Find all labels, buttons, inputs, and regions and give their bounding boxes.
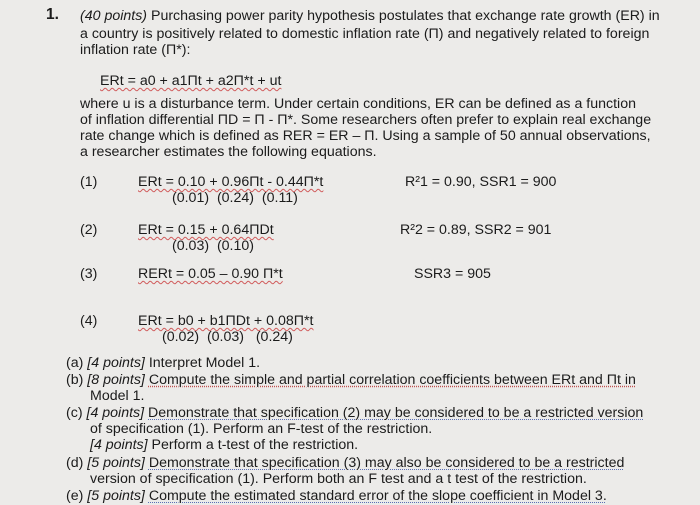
equation-3-text: RERt = 0.05 – 0.90 Π*t: [138, 266, 283, 282]
part-d: [66, 455, 624, 471]
model-equation-text: ERt = a0 + a1Πt + a2Π*t + ut: [100, 73, 282, 89]
description-line-1: where u is a disturbance term. Under certain conditions, ER can be defined as a function: [80, 96, 636, 112]
intro-text-1: Purchasing power parity hypothesis postulates that exchange rate growth (ER) in: [150, 8, 660, 24]
part-b-label: (b): [66, 372, 84, 388]
equation-4-text: ERt = b0 + b1ΠDt + 0.08Π*t: [138, 313, 314, 329]
part-d-label: (d): [66, 455, 84, 471]
part-c2-text: Perform a t-test of the restriction.: [151, 437, 359, 453]
part-a: [66, 355, 260, 371]
part-c: [66, 405, 643, 421]
equation-1-text: ERt = 0.10 + 0.96Πt - 0.44Π*t: [138, 174, 324, 190]
intro-text-3: inflation rate (Π*):: [80, 42, 191, 58]
part-b-continuation: Model 1.: [90, 388, 145, 404]
part-b: [66, 372, 636, 388]
question-number: 1.: [46, 6, 59, 23]
part-c-label: (c): [66, 405, 83, 421]
equation-1-stats: R²1 = 0.90, SSR1 = 900: [405, 174, 557, 190]
equation-1: [138, 174, 323, 190]
part-d-points: [5 points]: [87, 455, 145, 471]
equation-4: [138, 313, 313, 329]
part-e: [66, 488, 607, 504]
intro-continuation: [80, 26, 649, 58]
model-equation: [100, 73, 281, 89]
cutoff-text-fragment: [60, 499, 110, 505]
part-c-points: [4 points]: [86, 405, 145, 421]
part-e-label: (e): [66, 488, 84, 504]
equation-4-label: (4): [80, 313, 98, 329]
part-d-continuation: version of specification (1). Perform both an F test and a t test of the restriction.: [90, 471, 587, 487]
part-e-points: [5 points]: [87, 488, 145, 504]
description-line-4: a researcher estimates the following equations.: [80, 144, 377, 160]
equation-1-std-errors: (0.01) (0.24) (0.11): [172, 190, 298, 206]
part-c2: [90, 437, 358, 453]
intro-text-2: a country is positively related to domestic inflation rate (Π) and negatively related to foreign: [80, 26, 650, 42]
part-d-text: Demonstrate that specification (3) may also be considered to be a restricted: [148, 455, 625, 471]
part-a-points: [4 points]: [87, 355, 145, 371]
equation-3-stats: SSR3 = 905: [414, 266, 491, 282]
part-a-text: Interpret Model 1.: [148, 355, 261, 371]
equation-2: [138, 222, 274, 238]
equation-4-std-errors: (0.02) (0.03) (0.24): [162, 329, 293, 345]
description-line-3: rate change which is defined as RER = ER – Π. Using a sample of 50 annual observations,: [80, 128, 651, 144]
part-b-points: [8 points]: [87, 372, 145, 388]
part-a-label: (a): [66, 355, 84, 371]
equation-1-label: (1): [80, 174, 98, 190]
equation-3: [138, 266, 283, 282]
equation-2-text: ERt = 0.15 + 0.64ΠDt: [138, 222, 274, 238]
part-c-continuation: of specification (1). Perform an F-test of the restriction.: [90, 421, 433, 437]
equation-2-label: (2): [80, 222, 98, 238]
description-line-2: of inflation differential ΠD = Π - Π*. Some researchers often prefer to explain real exchange: [80, 112, 652, 128]
description-paragraph: [80, 96, 651, 160]
equation-2-stats: R²2 = 0.89, SSR2 = 901: [400, 222, 552, 238]
question-points: (40 points): [80, 8, 148, 24]
part-b-text: Compute the simple and partial correlation coefficients between ERt and Πt in: [148, 372, 636, 388]
question-intro-line-1: [80, 8, 660, 24]
equation-3-label: (3): [80, 266, 98, 282]
part-e-text: Compute the estimated standard error of the slope coefficient in Model 3.: [148, 488, 607, 504]
part-c2-points: [4 points]: [90, 437, 148, 453]
part-c-text: Demonstrate that specification (2) may be considered to be a restricted version: [148, 405, 644, 421]
equation-2-std-errors: (0.03) (0.10): [172, 238, 255, 254]
